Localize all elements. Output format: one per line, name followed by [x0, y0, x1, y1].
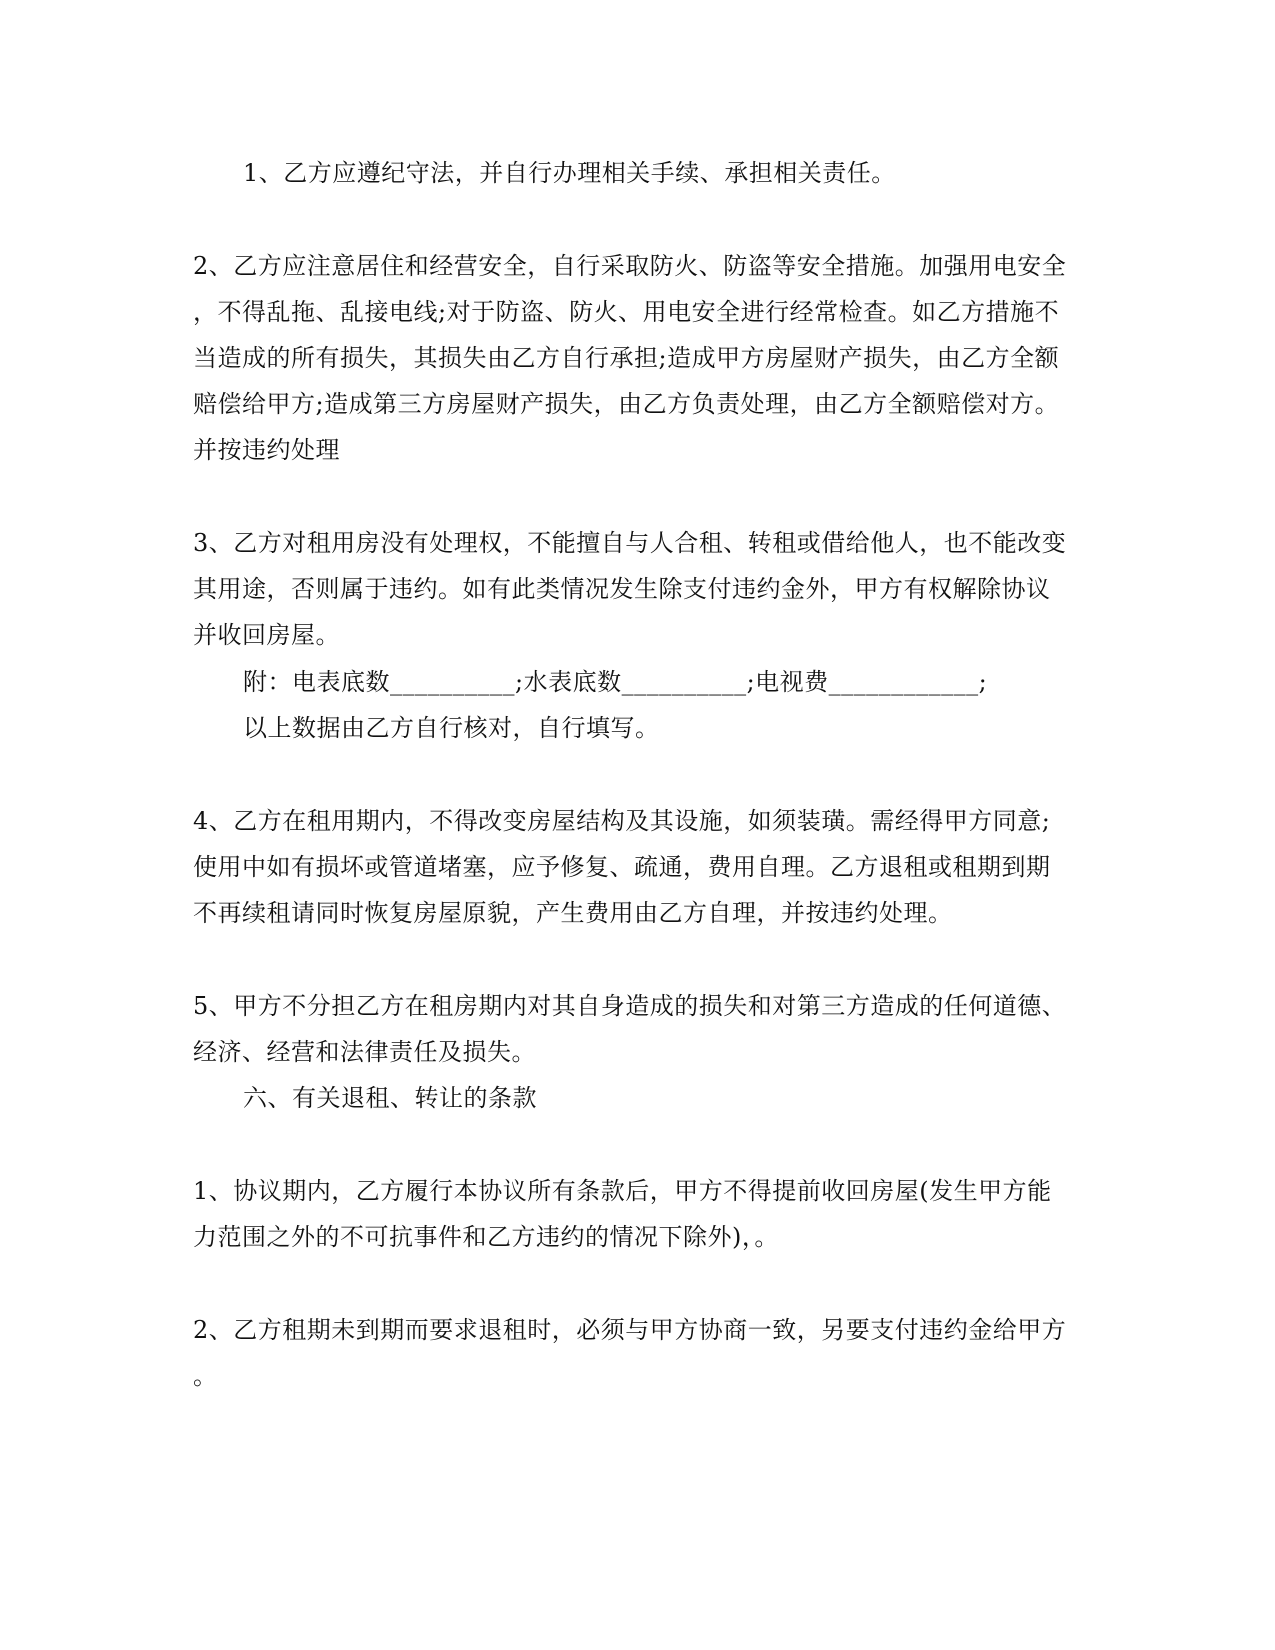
meter-readings-line: 附：电表底数__________;水表底数__________;电视费____________;	[243, 668, 988, 696]
section-6-clause-1-line-1: 1、协议期内，乙方履行本协议所有条款后，甲方不得提前收回房屋(发生甲方能	[193, 1177, 1052, 1205]
section-6-clause-2-line-1: 2、乙方租期未到期而要求退租时，必须与甲方协商一致，另要支付违约金给甲方	[193, 1316, 1067, 1344]
clause-4-line-3: 不再续租请同时恢复房屋原貌，产生费用由乙方自理，并按违约处理。	[193, 899, 953, 927]
clause-3-line-1: 3、乙方对租用房没有处理权，不能擅自与人合租、转租或借给他人，也不能改变	[193, 529, 1067, 557]
section-6-heading: 六、有关退租、转让的条款	[243, 1084, 537, 1112]
clause-2-line-4: 赔偿给甲方;造成第三方房屋财产损失，由乙方负责处理，由乙方全额赔偿对方。	[193, 390, 1060, 418]
clause-4-line-2: 使用中如有损坏或管道堵塞，应予修复、疏通，费用自理。乙方退租或租期到期	[193, 853, 1051, 881]
clause-3-line-2: 其用途，否则属于违约。如有此类情况发生除支付违约金外，甲方有权解除协议	[193, 575, 1051, 603]
meter-note-line: 以上数据由乙方自行核对，自行填写。	[243, 714, 660, 742]
clause-5-line-1: 5、甲方不分担乙方在租房期内对其自身造成的损失和对第三方造成的任何道德、	[193, 992, 1067, 1020]
clause-5-line-2: 经济、经营和法律责任及损失。	[193, 1038, 536, 1066]
clause-1-line-1: 1、乙方应遵纪守法，并自行办理相关手续、承担相关责任。	[243, 159, 896, 187]
clause-2-line-2: ，不得乱拖、乱接电线;对于防盗、防火、用电安全进行经常检查。如乙方措施不	[193, 298, 1060, 326]
clause-2-line-5: 并按违约处理	[193, 436, 340, 464]
clause-3-line-3: 并收回房屋。	[193, 621, 340, 649]
section-6-clause-1-line-2: 力范围之外的不可抗事件和乙方违约的情况下除外)，。	[193, 1223, 779, 1251]
section-6-clause-2-line-2: 。	[193, 1362, 218, 1390]
clause-2-line-3: 当造成的所有损失，其损失由乙方自行承担;造成甲方房屋财产损失，由乙方全额	[193, 344, 1060, 372]
clause-4-line-1: 4、乙方在租用期内，不得改变房屋结构及其设施，如须装璜。需经得甲方同意;	[193, 807, 1051, 835]
clause-2-line-1: 2、乙方应注意居住和经营安全，自行采取防火、防盗等安全措施。加强用电安全	[193, 252, 1067, 280]
